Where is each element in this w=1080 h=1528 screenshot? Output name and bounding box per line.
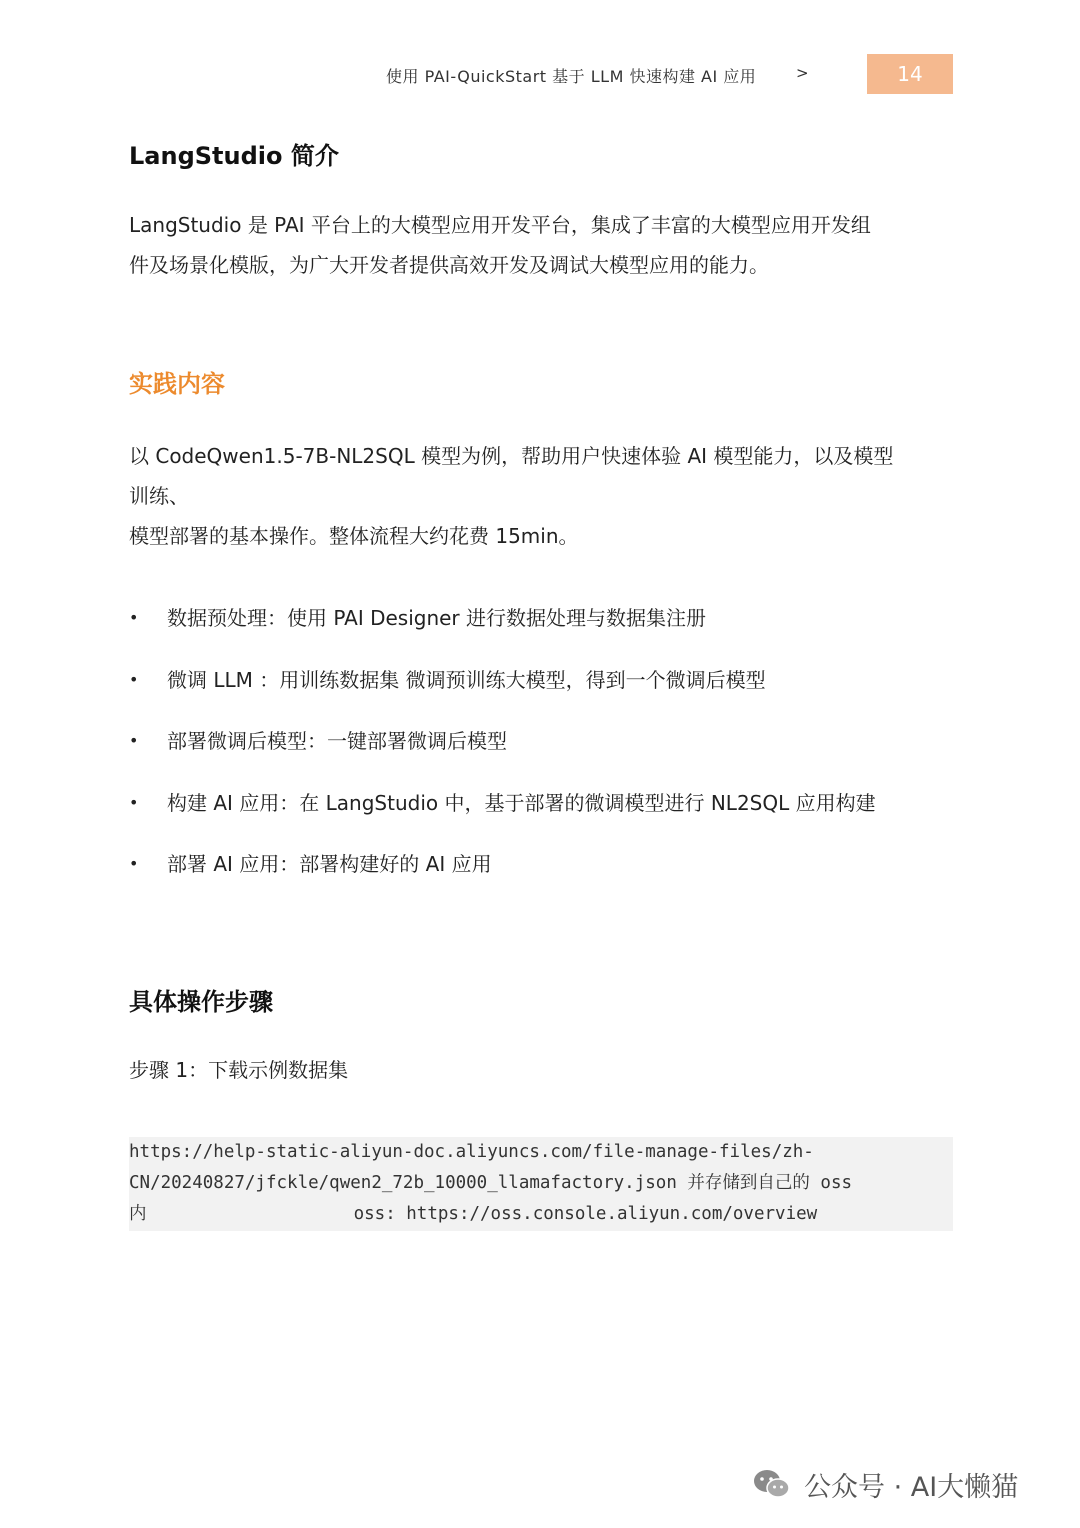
list-item-text: 微调 LLM ：用训练数据集 微调预训练大模型，得到一个微调后模型 — [167, 667, 766, 692]
intro-paragraph-line: 件及场景化模版，为广大开发者提供高效开发及调试大模型应用的能力。 — [129, 253, 769, 277]
code-block — [129, 1137, 953, 1231]
watermark-text: 公众号 · AI大懒猫 — [804, 1471, 1019, 1503]
bullet-icon: • — [129, 608, 139, 627]
bullet-icon: • — [129, 854, 139, 873]
bullet-icon: • — [129, 792, 139, 812]
list-item — [129, 783, 955, 845]
intro-paragraph-line: LangStudio 是 PAI 平台上的大模型应用开发平台，集成了丰富的大模型应用开发组 — [129, 213, 871, 237]
section-heading-intro: LangStudio 简介 — [129, 142, 339, 170]
practice-paragraph-line: 训练、 — [129, 484, 189, 508]
list-item — [129, 721, 955, 783]
code-line: CN/20240827/jfckle/qwen2_72b_10000_llamafactory.json 并存储到自己的 oss — [129, 1173, 853, 1193]
code-line-prefix: 内 — [129, 1204, 147, 1224]
oss-console-link[interactable]: oss: https://oss.console.aliyun.com/overview — [353, 1204, 818, 1224]
practice-paragraph — [129, 436, 955, 556]
bullet-icon: • — [129, 669, 139, 689]
list-item — [129, 660, 955, 722]
code-line — [129, 1199, 817, 1230]
intro-paragraph — [129, 205, 955, 285]
practice-paragraph-line: 模型部署的基本操作。整体流程大约花费 15min。 — [129, 524, 579, 548]
watermark — [752, 1464, 1018, 1504]
bullet-icon: • — [129, 731, 139, 750]
page-number-badge: 14 — [867, 54, 953, 94]
section-heading-steps: 具体操作步骤 — [129, 988, 273, 1016]
list-item-text: 构建 AI 应用：在 LangStudio 中，基于部署的微调模型进行 NL2SQL 应用构建 — [167, 790, 876, 815]
wechat-icon — [752, 1468, 792, 1500]
list-item-text: 数据预处理：使用 PAI Designer 进行数据处理与数据集注册 — [167, 606, 707, 630]
practice-bullet-list — [129, 598, 955, 906]
list-item — [129, 844, 955, 906]
list-item-text: 部署 AI 应用：部署构建好的 AI 应用 — [167, 852, 492, 876]
list-item-text: 部署微调后模型：一键部署微调后模型 — [167, 729, 507, 753]
code-line: https://help-static-aliyun-doc.aliyuncs.com/file-manage-files/zh- — [129, 1142, 814, 1162]
header-chevron: > — [796, 64, 809, 82]
practice-paragraph-line: 以 CodeQwen1.5-7B-NL2SQL 模型为例，帮助用户快速体验 AI 模型能力，以及模型 — [129, 444, 894, 468]
step-1-label: 步骤 1：下载示例数据集 — [129, 1058, 349, 1082]
running-header: 使用 PAI-QuickStart 基于 LLM 快速构建 AI 应用 — [386, 67, 757, 86]
section-heading-practice: 实践内容 — [129, 370, 225, 398]
list-item — [129, 598, 955, 660]
